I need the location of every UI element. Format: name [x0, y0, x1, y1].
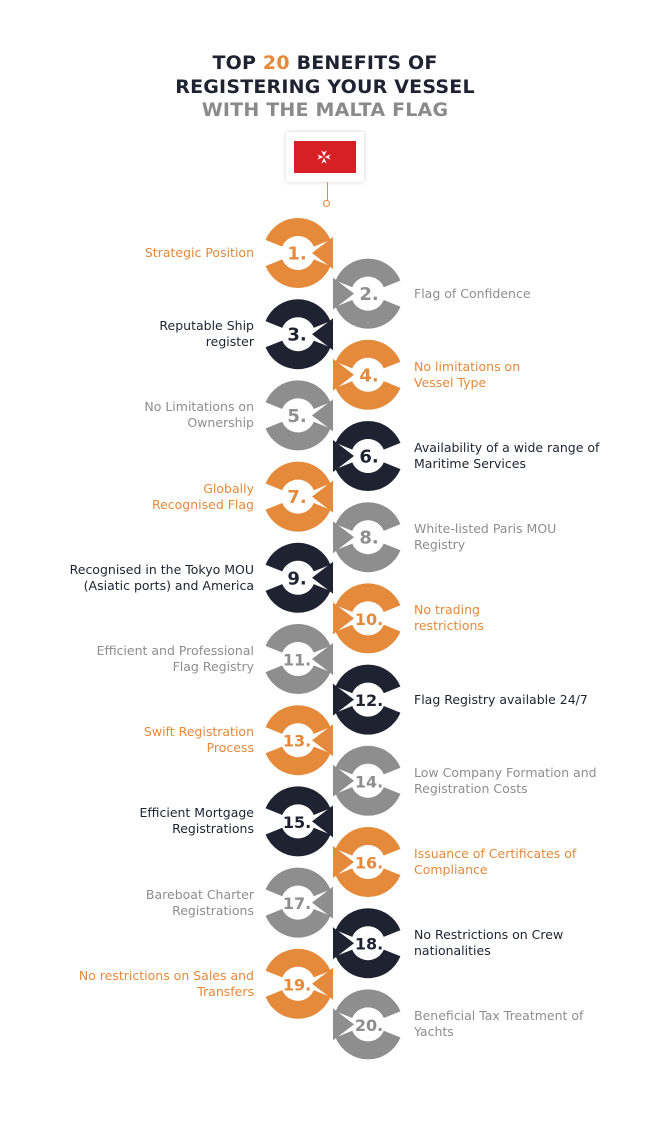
badge-ring-segment: [266, 218, 331, 247]
benefit-label: [414, 692, 588, 708]
benefit-badge-11: [266, 624, 333, 694]
badge-ring-segment: [336, 827, 401, 856]
benefit-number: 19.: [282, 975, 312, 995]
benefit-label-line: nationalities: [414, 943, 491, 959]
badge-ring-segment: [336, 868, 401, 897]
badge-ring-segment: [266, 705, 331, 734]
benefit-number: 12.: [354, 691, 384, 711]
benefit-label-line: Registrations: [172, 821, 254, 837]
badge-ring-segment: [336, 787, 401, 816]
benefit-badge-1: [266, 218, 333, 288]
benefit-label-line: Ownership: [187, 415, 254, 431]
benefit-badge-19: [266, 949, 333, 1019]
benefit-label-line: No Limitations on: [144, 399, 254, 415]
benefit-label-line: Low Company Formation and: [414, 764, 597, 780]
benefit-label: [414, 521, 556, 553]
title-number: 20: [262, 52, 290, 74]
benefit-number: 6.: [359, 446, 379, 468]
benefit-badge-16: [333, 827, 400, 897]
benefit-badge-6: [333, 421, 400, 491]
title-line-2: REGISTERING YOUR VESSEL: [175, 75, 475, 98]
benefit-label-line: Flag Registry: [172, 659, 254, 674]
benefit-label-line: (Asiatic ports) and America: [83, 577, 254, 593]
badge-ring-segment: [336, 1031, 401, 1060]
benefit-label-line: Bareboat Charter: [145, 886, 254, 902]
benefit-badge-18: [333, 908, 400, 978]
benefit-number: 18.: [354, 934, 384, 954]
benefit-number: 16.: [354, 853, 384, 873]
benefit-label: [414, 602, 484, 634]
badge-ring-segment: [266, 909, 331, 938]
benefit-label-line: Compliance: [414, 862, 488, 877]
benefit-number: 9.: [287, 568, 307, 590]
badge-ring-segment: [266, 990, 331, 1019]
badge-ring-segment: [336, 706, 401, 735]
badge-ring-segment: [336, 989, 401, 1018]
benefit-label-line: Globally: [203, 480, 254, 496]
benefit-number: 17.: [282, 894, 312, 914]
title-line-1: TOP 20 BENEFITS OF: [212, 52, 438, 74]
benefit-label-line: Maritime Services: [414, 456, 526, 471]
benefit-badge-2: [333, 259, 400, 329]
benefit-label: [145, 245, 254, 261]
benefit-number: 20.: [354, 1015, 384, 1035]
badge-ring-segment: [266, 949, 331, 978]
benefit-label-line: register: [205, 334, 254, 350]
benefit-label: [159, 318, 254, 350]
benefit-label-line: Yachts: [414, 1024, 454, 1040]
benefit-number: 3.: [287, 324, 307, 346]
benefit-number: 2.: [359, 284, 379, 306]
benefit-badge-14: [333, 746, 400, 816]
benefit-number: 5.: [287, 405, 307, 427]
benefit-label-line: Issuance of Certificates of: [414, 846, 577, 861]
benefit-badge-12: [333, 665, 400, 735]
benefit-label: [414, 765, 597, 797]
benefit-badge-5: [266, 380, 333, 450]
badge-ring-segment: [336, 340, 401, 369]
benefit-label-line: Registry: [414, 537, 466, 553]
benefit-number: 4.: [359, 365, 379, 387]
badge-ring-segment: [266, 624, 331, 653]
benefit-label-line: Process: [206, 740, 254, 756]
benefit-badge-3: [266, 299, 333, 369]
badge-ring-segment: [336, 583, 401, 612]
badge-ring-segment: [266, 747, 331, 776]
badge-ring-segment: [336, 625, 401, 654]
benefit-label: [144, 399, 254, 431]
benefit-label-line: No restrictions on Sales and: [78, 967, 254, 983]
benefit-badge-8: [333, 502, 400, 572]
benefit-number: 14.: [354, 772, 384, 792]
benefit-label: [414, 359, 520, 391]
badge-ring-segment: [336, 746, 401, 775]
benefit-badge-15: [266, 786, 333, 856]
benefit-label-line: Availability of a wide range of: [414, 440, 600, 455]
benefit-number: 7.: [287, 487, 307, 509]
benefit-label-line: restrictions: [414, 618, 484, 634]
benefit-label: [414, 440, 599, 472]
title-line-3: WITH THE MALTA FLAG: [201, 99, 449, 121]
benefit-badge-17: [266, 868, 333, 938]
badge-ring-segment: [266, 828, 331, 857]
badge-ring-segment: [336, 665, 401, 694]
benefit-label-line: Flag Registry available 24/7: [414, 691, 588, 707]
benefit-badge-4: [333, 340, 400, 410]
badge-ring-segment: [266, 380, 331, 409]
benefit-label-line: No Restrictions on Crew: [414, 927, 564, 943]
badge-ring-segment: [336, 502, 401, 531]
benefit-label: [144, 724, 254, 756]
benefit-badge-10: [333, 583, 400, 653]
benefit-label: [414, 927, 563, 959]
badge-ring-segment: [266, 786, 331, 815]
benefit-label: [152, 481, 254, 513]
benefit-number: 1.: [287, 243, 307, 265]
benefit-label: [414, 286, 531, 302]
benefit-number: 13.: [282, 731, 312, 751]
badge-ring-segment: [336, 950, 401, 979]
benefit-label-line: Strategic Position: [144, 245, 254, 260]
benefit-number: 11.: [282, 650, 312, 670]
benefit-badge-20: [333, 989, 400, 1059]
benefit-label: [414, 1008, 583, 1040]
badge-ring-segment: [336, 259, 401, 288]
benefit-label-line: White-listed Paris MOU: [414, 521, 557, 537]
benefit-number: 15.: [282, 812, 312, 832]
benefit-label: [146, 887, 254, 919]
benefit-badge-7: [266, 462, 333, 532]
badge-ring-segment: [266, 868, 331, 897]
benefit-label-line: Recognised Flag: [151, 496, 254, 512]
benefit-label-line: No trading: [414, 602, 480, 618]
benefit-label: [139, 805, 254, 837]
benefit-label-line: Efficient Mortgage: [139, 805, 254, 821]
benefit-label-line: Vessel Type: [414, 374, 487, 390]
benefit-label: [414, 846, 576, 878]
benefit-badge-13: [266, 705, 333, 775]
benefit-label-line: Registrations: [172, 902, 254, 918]
benefit-label-line: Efficient and Professional: [96, 643, 254, 658]
benefit-label-line: Flag of Confidence: [414, 285, 531, 301]
badge-ring-segment: [266, 543, 331, 572]
benefit-label: [97, 643, 254, 675]
badge-ring-segment: [266, 299, 331, 328]
benefit-label-line: Reputable Ship: [159, 318, 254, 334]
benefit-label-line: Swift Registration: [143, 724, 254, 740]
benefit-label: [70, 562, 254, 594]
badge-ring-segment: [336, 908, 401, 937]
benefit-number: 8.: [359, 527, 379, 549]
benefit-label-line: Recognised in the Tokyo MOU: [69, 561, 254, 577]
benefit-label-line: Transfers: [197, 983, 254, 999]
badge-ring-segment: [266, 462, 331, 491]
benefit-label-line: No limitations on: [414, 358, 521, 374]
benefit-label-line: Registration Costs: [414, 780, 528, 796]
benefit-number: 10.: [354, 609, 384, 629]
badge-ring-segment: [336, 421, 401, 450]
badge-ring-segment: [266, 665, 331, 694]
benefit-badge-9: [266, 543, 333, 613]
benefit-label-line: Beneficial Tax Treatment of: [414, 1008, 584, 1024]
benefit-label: [79, 968, 254, 1000]
